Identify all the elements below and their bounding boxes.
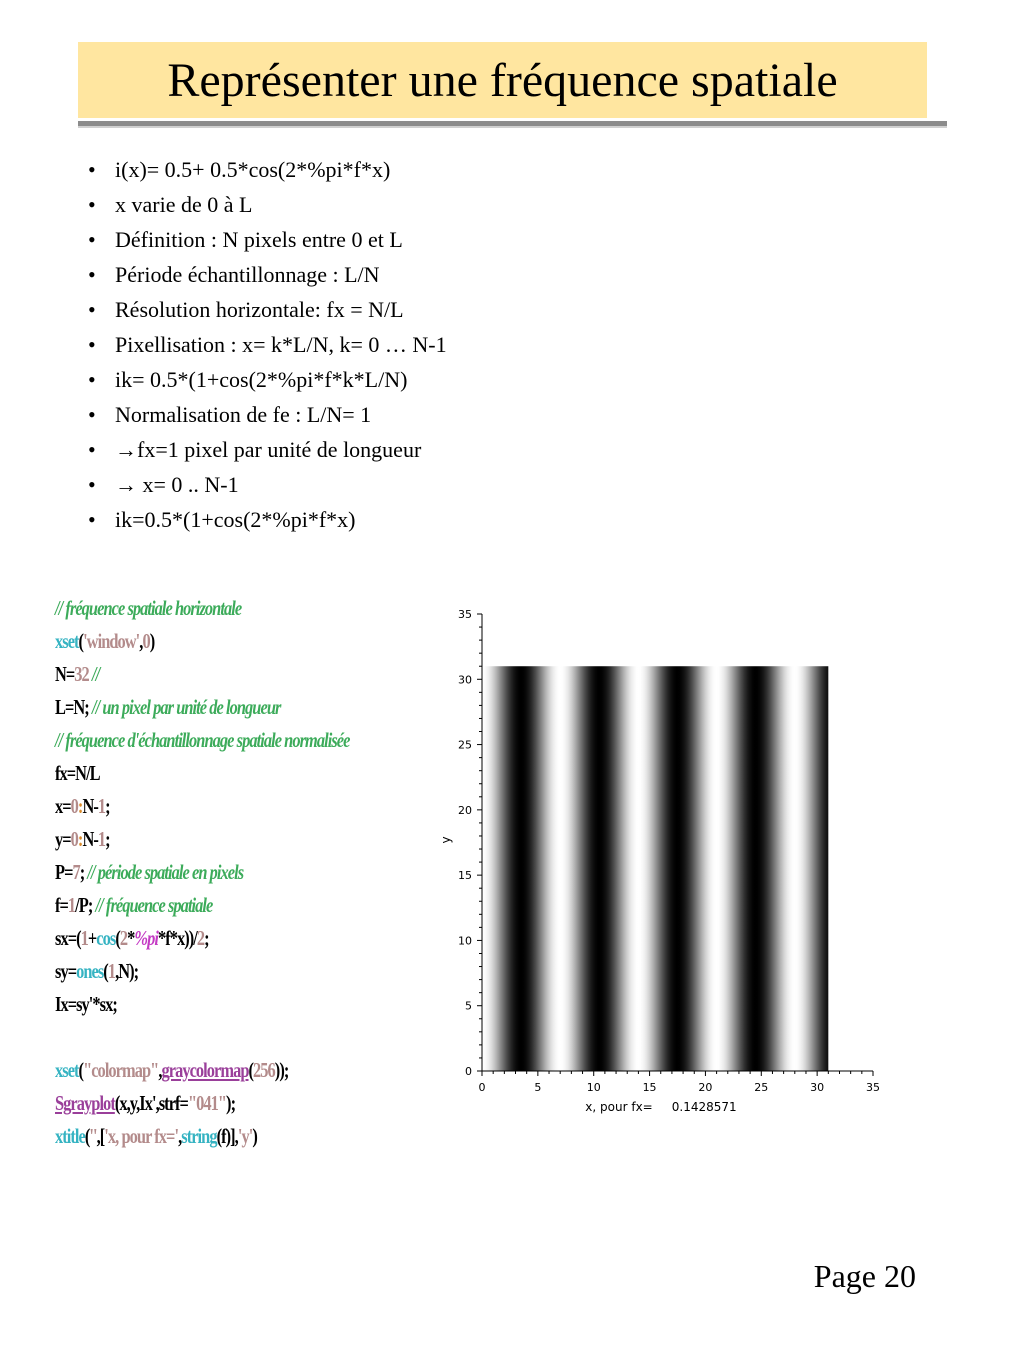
bullet-item: • Normalisation de fe : L/N= 1 — [88, 397, 447, 432]
title-bar — [78, 42, 927, 118]
grayplot-chart — [436, 600, 896, 1130]
x-tick-label: 0 — [478, 1081, 486, 1094]
y-tick-label: 15 — [458, 869, 472, 883]
y-tick-label: 35 — [458, 608, 472, 621]
heatmap-layer — [482, 666, 828, 1071]
bullet-item: • ik=0.5*(1+cos(2*%pi*f*x) — [88, 502, 447, 537]
bullet-item: • x varie de 0 à L — [88, 187, 447, 222]
x-tick-label: 5 — [534, 1081, 542, 1094]
code-line: xset("colormap",graycolormap(256)); — [55, 1058, 289, 1082]
code-line: f=1/P; // fréquence spatiale — [55, 893, 213, 917]
code-line: P=7; // période spatiale en pixels — [55, 860, 244, 884]
code-line: xset('window',0) — [55, 629, 155, 653]
code-line: x=0:N-1; — [55, 794, 110, 818]
x-tick-label: 25 — [754, 1081, 769, 1094]
x-tick-label: 10 — [586, 1081, 601, 1094]
page-number: Page 20 — [813, 1258, 916, 1294]
code-line: // fréquence spatiale horizontale — [55, 596, 242, 620]
title-underline-shadow — [78, 126, 947, 128]
code-line: fx=N/L — [55, 761, 100, 785]
code-line: Sgrayplot(x,y,Ix',strf="041"); — [55, 1091, 236, 1115]
bullet-item: • → x= 0 .. N-1 — [88, 467, 447, 502]
code-line: xtitle('',['x, pour fx=',string(f)],'y') — [55, 1124, 257, 1148]
code-line: sx=(1+cos(2*%pi*f*x))/2; — [55, 926, 209, 950]
bullet-item: • Période échantillonnage : L/N — [88, 257, 447, 292]
bullet-item: • Résolution horizontale: fx = N/L — [88, 292, 447, 327]
x-tick-label: 30 — [810, 1081, 825, 1094]
y-tick-label: 25 — [458, 738, 472, 752]
bullet-item: • →fx=1 pixel par unité de longueur — [88, 432, 447, 467]
y-tick-label: 0 — [465, 1065, 472, 1078]
x-tick-label: 20 — [698, 1081, 713, 1094]
code-line: sy=ones(1,N); — [55, 959, 139, 983]
x-axis-label: x, pour fx= 0.1428571 — [585, 1100, 737, 1114]
y-tick-label: 10 — [458, 934, 472, 948]
code-line: // fréquence d'échantillonnage spatiale normalisée — [55, 728, 350, 752]
code-line: L=N; // un pixel par unité de longueur — [55, 695, 281, 719]
code-line: y=0:N-1; — [55, 827, 110, 851]
x-tick-label: 35 — [866, 1081, 880, 1094]
code-line: Ix=sy'*sx; — [55, 992, 117, 1016]
bullet-item: • i(x)= 0.5+ 0.5*cos(2*%pi*f*x) — [88, 152, 447, 187]
x-tick-label: 15 — [642, 1081, 657, 1094]
bullet-item: • Définition : N pixels entre 0 et L — [88, 222, 447, 257]
slide-title: Représenter une fréquence spatiale — [167, 53, 838, 107]
y-tick-label: 30 — [458, 673, 472, 687]
code-block — [55, 592, 367, 1153]
code-line — [55, 1021, 367, 1054]
bullet-item: • ik= 0.5*(1+cos(2*%pi*f*k*L/N) — [88, 362, 447, 397]
y-tick-label: 20 — [458, 803, 472, 817]
y-axis-label: y — [439, 836, 453, 844]
bullet-list — [88, 152, 447, 537]
bullet-item: • Pixellisation : x= k*L/N, k= 0 … N-1 — [88, 327, 447, 362]
y-tick-label: 5 — [465, 999, 472, 1013]
code-line: N=32 // — [55, 662, 100, 686]
heatmap-image — [482, 666, 828, 1071]
